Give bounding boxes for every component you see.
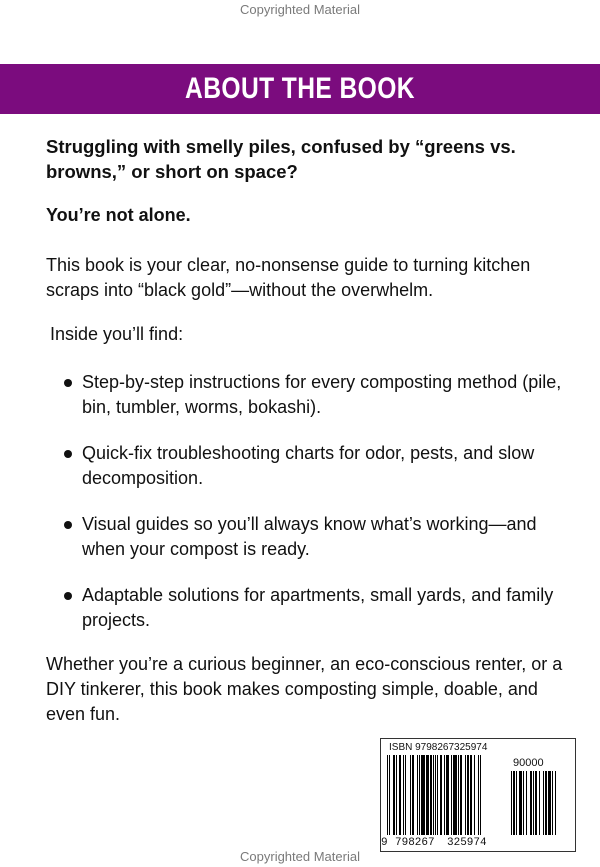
ean-barcode-bars: [387, 755, 507, 835]
price-code: 90000: [513, 757, 544, 769]
bullet-icon: [64, 379, 72, 387]
not-alone-line: You’re not alone.: [46, 205, 191, 225]
copyright-watermark-bottom: Copyrighted Material: [240, 849, 360, 864]
bullet-icon: [64, 592, 72, 600]
barcode-digit-lead: 9: [381, 837, 388, 849]
list-item: Visual guides so you’ll always know what’s working—and when your compost is ready.: [64, 512, 574, 562]
list-item: Adaptable solutions for apartments, small yards, and family projects.: [64, 583, 574, 633]
barcode-digits-left: 798267: [395, 837, 435, 849]
copyright-watermark-top: Copyrighted Material: [240, 2, 360, 17]
isbn-label: ISBN 9798267325974: [389, 742, 488, 753]
list-item: Quick-fix troubleshooting charts for odor, pests, and slow decomposition.: [64, 441, 574, 491]
section-banner: [0, 64, 600, 114]
closing-paragraph: Whether you’re a curious beginner, an eco-conscious renter, or a DIY tinkerer, this book makes composting simple, doable, and even fun.: [46, 654, 563, 724]
description-paragraph: This book is your clear, no-nonsense guide to turning kitchen scraps into “black gold”—without the overwhelm.: [46, 255, 531, 300]
price-barcode-bars: [511, 771, 569, 835]
feature-list: [64, 370, 574, 654]
isbn-barcode: [380, 738, 576, 852]
section-title: ABOUT THE BOOK: [185, 72, 415, 105]
intro-question: Struggling with smelly piles, confused by “greens vs. browns,” or short on space?: [46, 136, 516, 182]
inside-heading: Inside you’ll find:: [50, 324, 184, 344]
bullet-icon: [64, 450, 72, 458]
barcode-digits-right: 325974: [447, 837, 487, 849]
bullet-icon: [64, 521, 72, 529]
list-item: Step-by-step instructions for every composting method (pile, bin, tumbler, worms, bokashi).: [64, 370, 574, 420]
